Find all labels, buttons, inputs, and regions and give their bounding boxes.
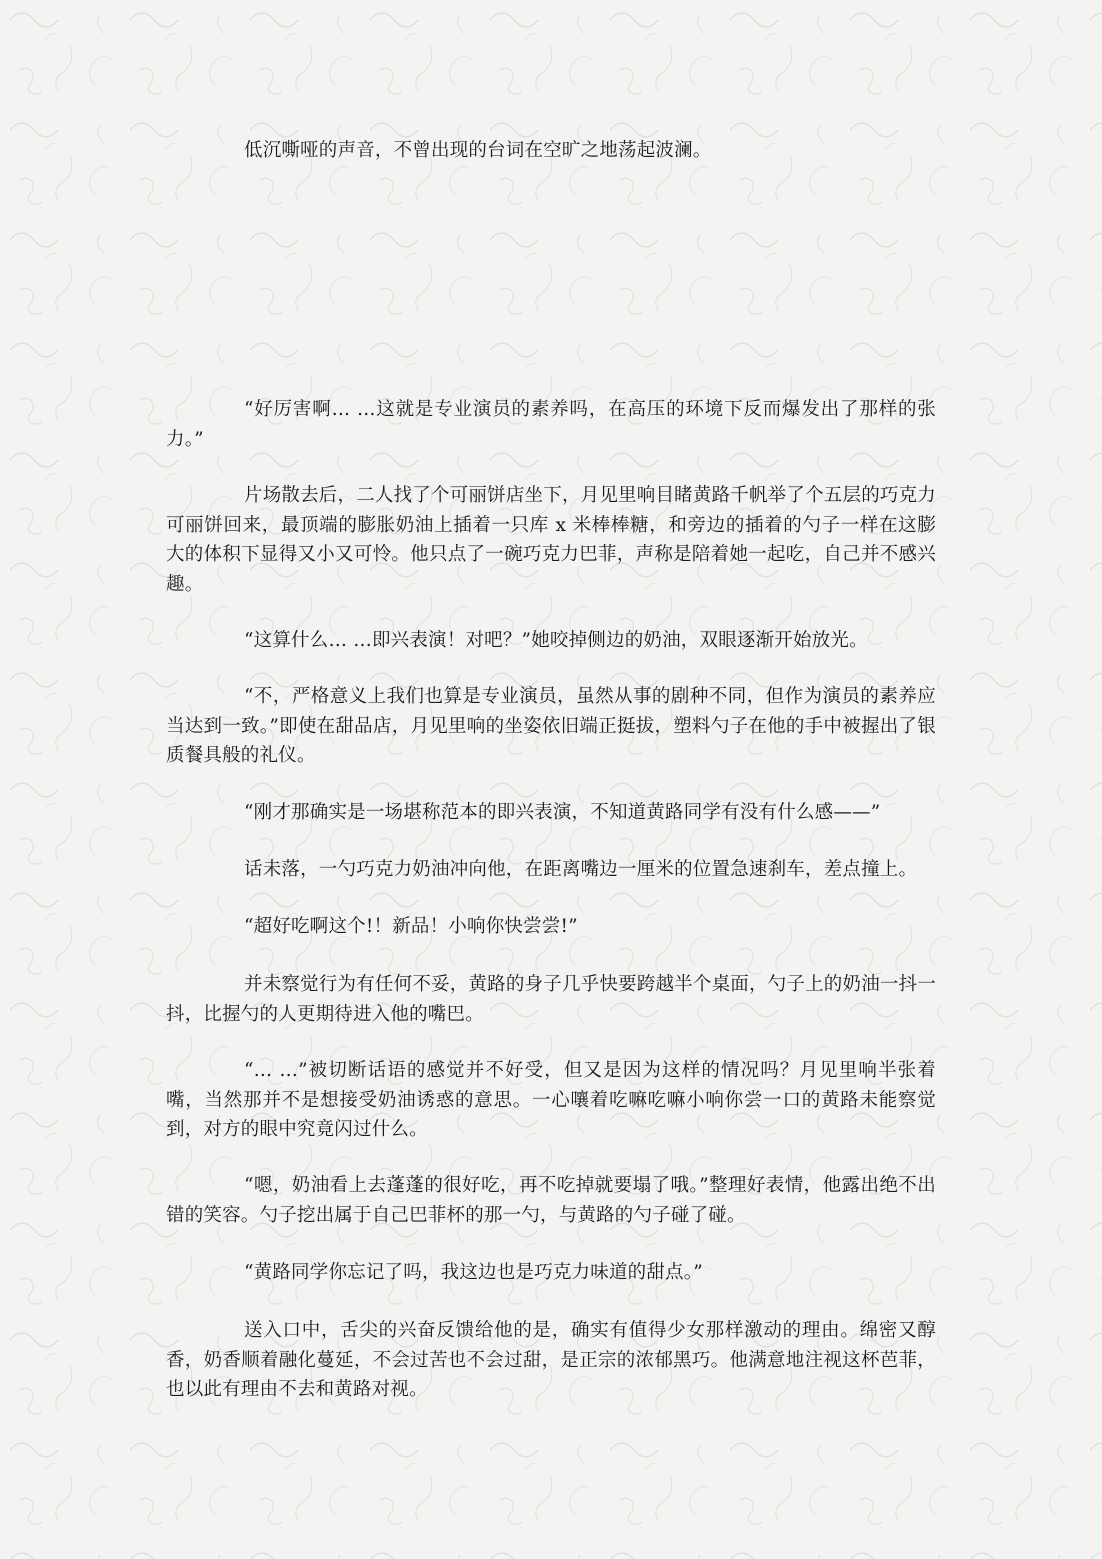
- paragraph: “… …”被切断话语的感觉并不好受，但又是因为这样的情况吗？月见里响半张着嘴，当然那并不是想接受奶油诱惑的意思。一心嚷着吃嘛吃嘛小响你尝一口的黄路未能察觉到，对方的眼中究竟闪过什么。: [166, 1060, 936, 1140]
- paragraph: “刚才那确实是一场堪称范本的即兴表演，不知道黄路同学有没有什么感——”: [244, 802, 881, 823]
- paragraph: 低沉嘶哑的声音，不曾出现的台词在空旷之地荡起波澜。: [244, 140, 712, 161]
- paragraph: “黄路同学你忘记了吗，我这边也是巧克力味道的甜点。”: [244, 1262, 703, 1283]
- paragraph: 送入口中，舌尖的兴奋反馈给他的是，确实有值得少女那样激动的理由。绵密又醇香，奶香顺着融化蔓延，不会过苦也不会过甜，是正宗的浓郁黑巧。他满意地注视这杯芭菲，也以此有理由不去和黄路对视。: [166, 1320, 936, 1400]
- paragraph: 并未察觉行为有任何不妥，黄路的身子几乎快要跨越半个桌面，勺子上的奶油一抖一抖，比握勺的人更期待进入他的嘴巴。: [166, 974, 936, 1025]
- paragraph: 片场散去后，二人找了个可丽饼店坐下，月见里响目睹黄路千帆举了个五层的巧克力可丽饼回来，最顶端的膨胀奶油上插着一只库 x 米棒棒糖，和旁边的插着的勺子一样在这膨大的体积下显得又小又可怜。他只点了一碗巧克力巴菲，声称是陪着她一起吃，自己并不感兴趣。: [166, 485, 936, 595]
- paragraph: 话未落，一勺巧克力奶油冲向他，在距离嘴边一厘米的位置急速刹车，差点撞上。: [244, 859, 918, 880]
- paragraph: “嗯，奶油看上去蓬蓬的很好吃，再不吃掉就要塌了哦。”整理好表情，他露出绝不出错的笑容。勺子挖出属于自己巴菲杯的那一勺，与黄路的勺子碰了碰。: [166, 1175, 936, 1226]
- paragraph: “超好吃啊这个!！新品！小响你快尝尝!”: [244, 916, 578, 937]
- paragraph: “这算什么… …即兴表演！对吧？”她咬掉侧边的奶油，双眼逐渐开始放光。: [244, 630, 868, 651]
- paragraph: “好厉害啊… …这就是专业演员的素养吗，在高压的环境下反而爆发出了那样的张力。”: [166, 399, 936, 450]
- paragraph: “不，严格意义上我们也算是专业演员，虽然从事的剧种不同，但作为演员的素养应当达到一致。”即使在甜品店，月见里响的坐姿依旧端正挺拔，塑料勺子在他的手中被握出了银质餐具般的礼仪。: [166, 686, 936, 766]
